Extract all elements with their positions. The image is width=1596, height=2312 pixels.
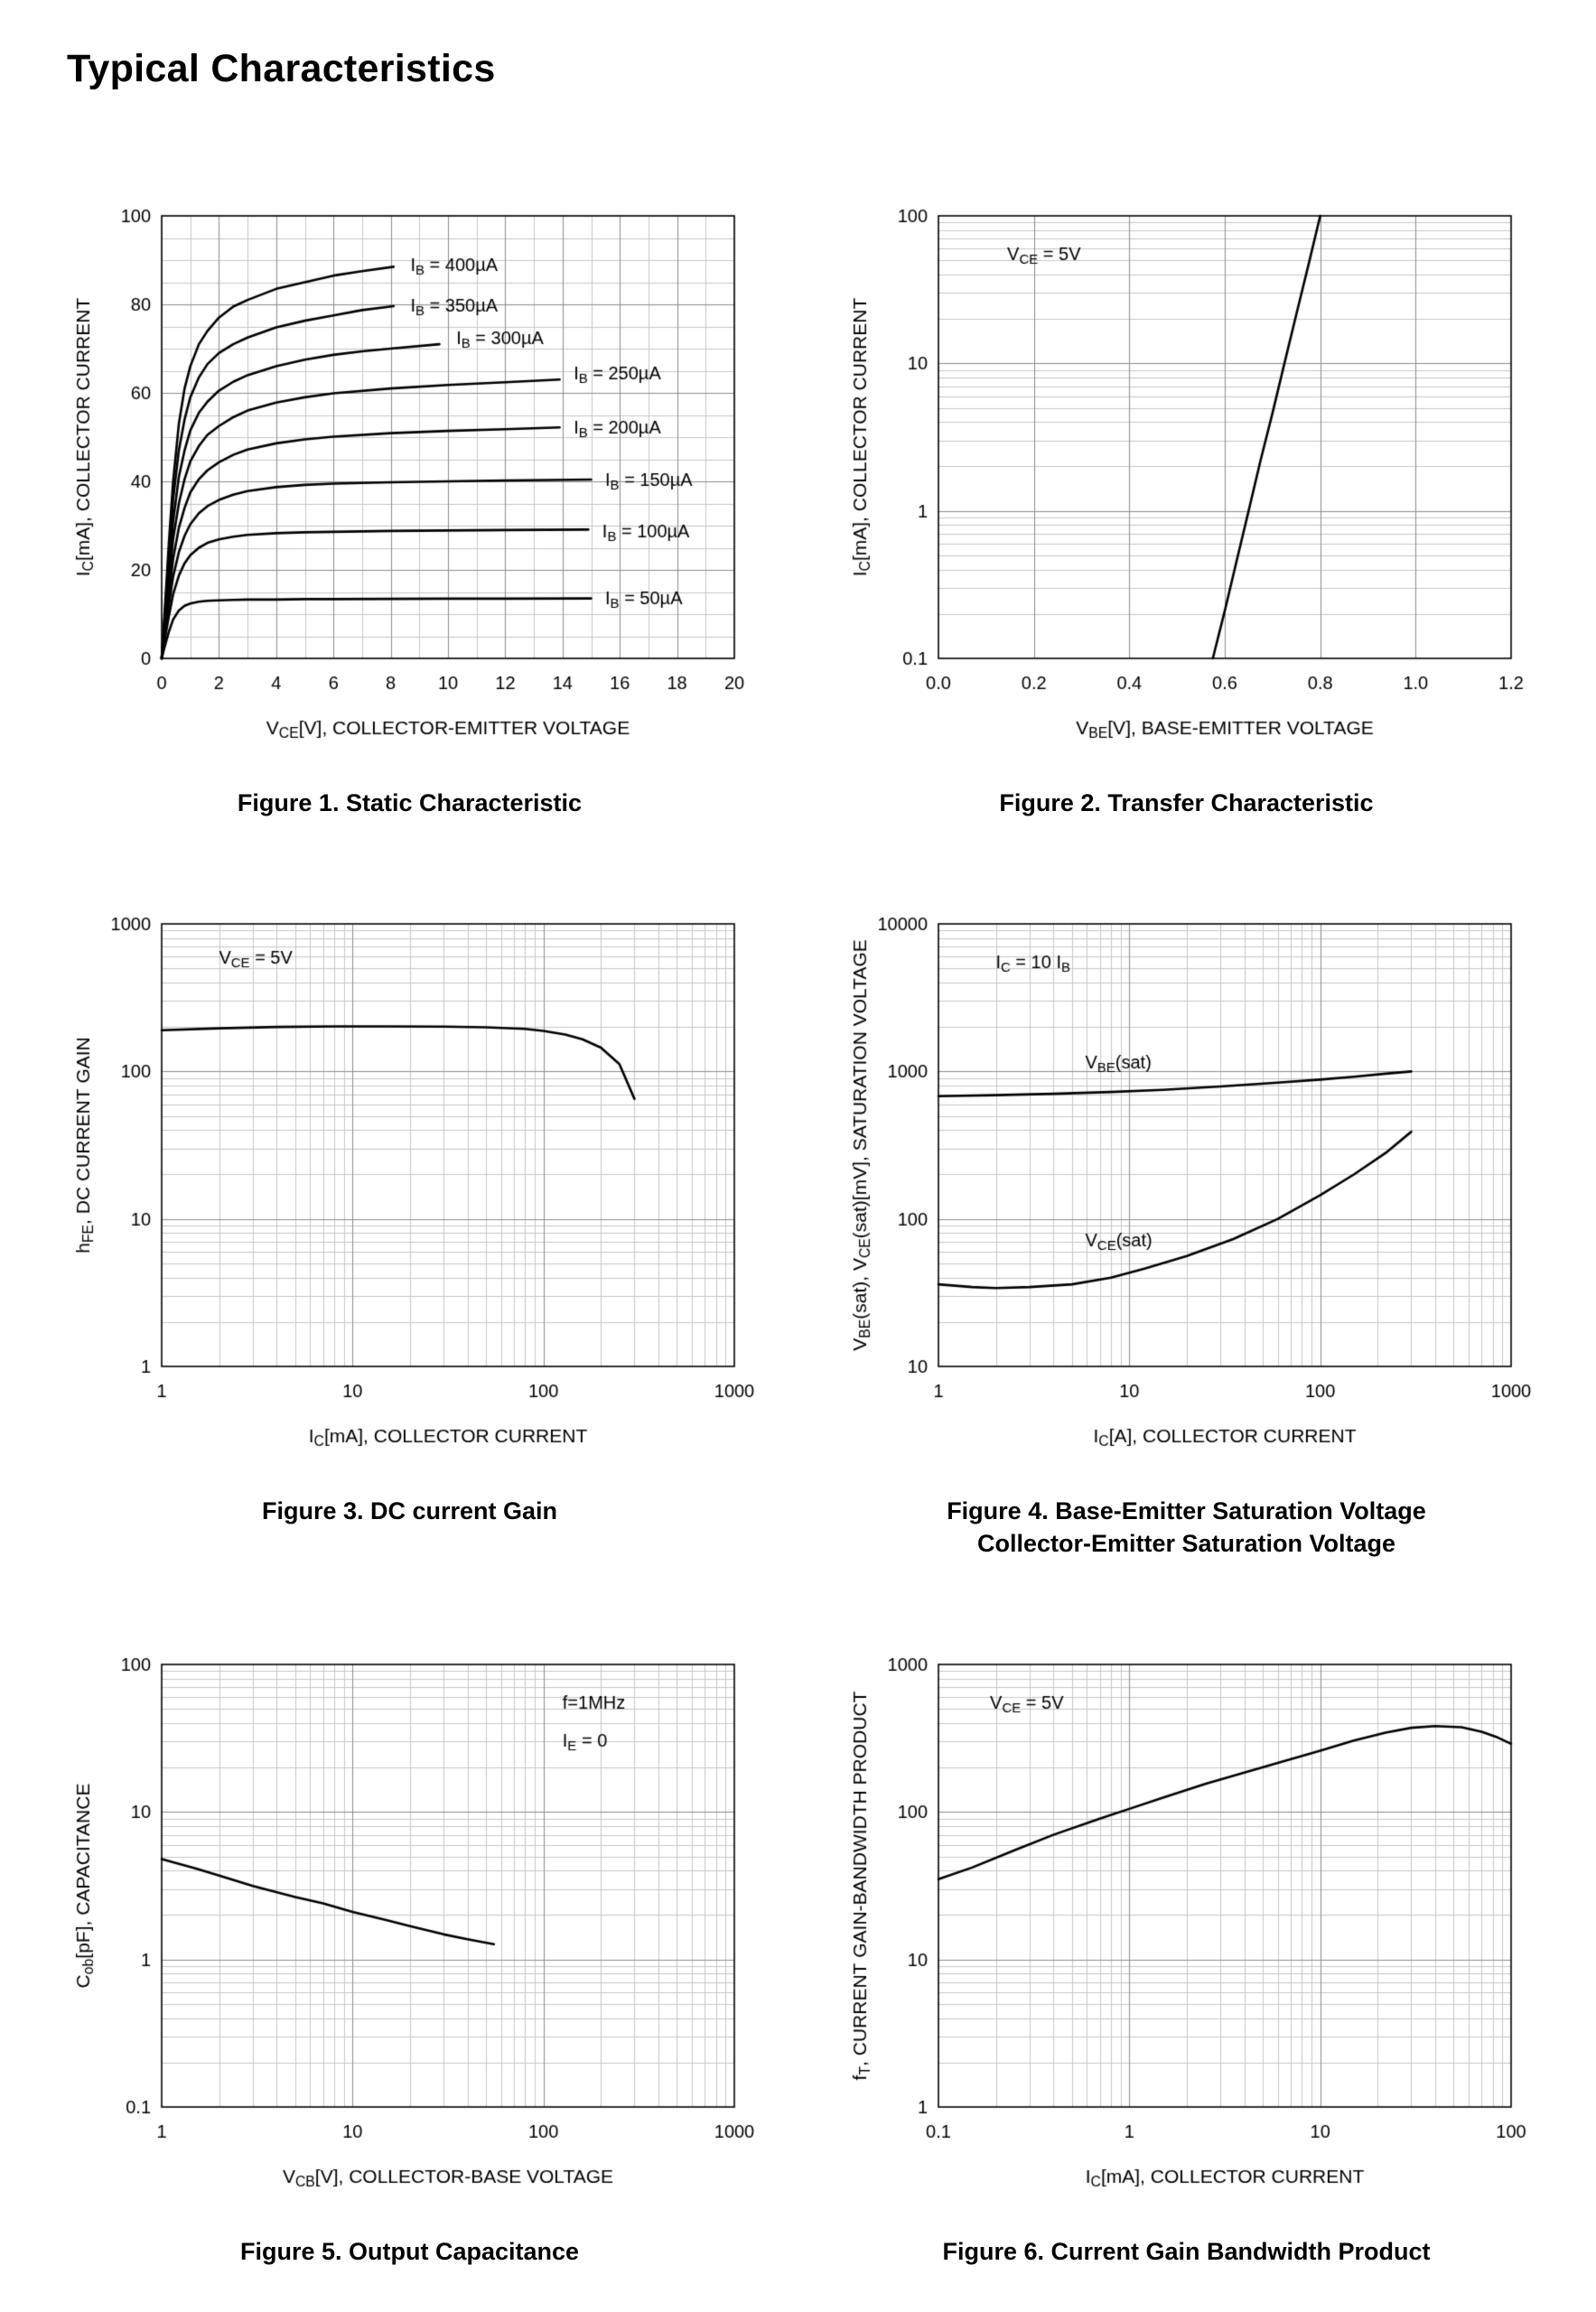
figure-3-caption: Figure 3. DC current Gain	[261, 1497, 558, 1524]
figure-6	[798, 1646, 1575, 2268]
output-capacitance-chart	[62, 1646, 758, 2226]
figure-2-caption: Figure 2. Transfer Characteristic	[999, 789, 1374, 816]
figure-3	[22, 906, 798, 1560]
figure-5	[22, 1646, 798, 2268]
figure-4-caption-line-2: Collector-Emitter Saturation Voltage	[976, 1530, 1396, 1557]
saturation-voltage-chart	[839, 906, 1535, 1486]
figure-2	[798, 198, 1575, 819]
figure-5-caption: Figure 5. Output Capacitance	[239, 2238, 580, 2265]
figure-1	[22, 198, 798, 819]
gain-bandwidth-chart	[839, 1646, 1535, 2226]
page-title: Typical Characteristics	[67, 47, 496, 90]
figures-grid	[0, 198, 1596, 2268]
figure-4-caption: Figure 4. Base-Emitter Saturation Voltage	[947, 1497, 1426, 1524]
dc-current-gain-chart	[62, 906, 758, 1486]
figure-1-caption: Figure 1. Static Characteristic	[237, 789, 583, 816]
transfer-characteristic-chart	[839, 198, 1535, 778]
figure-6-caption: Figure 6. Current Gain Bandwidth Product	[942, 2238, 1431, 2265]
figure-4	[798, 906, 1575, 1560]
static-characteristic-chart	[62, 198, 758, 778]
